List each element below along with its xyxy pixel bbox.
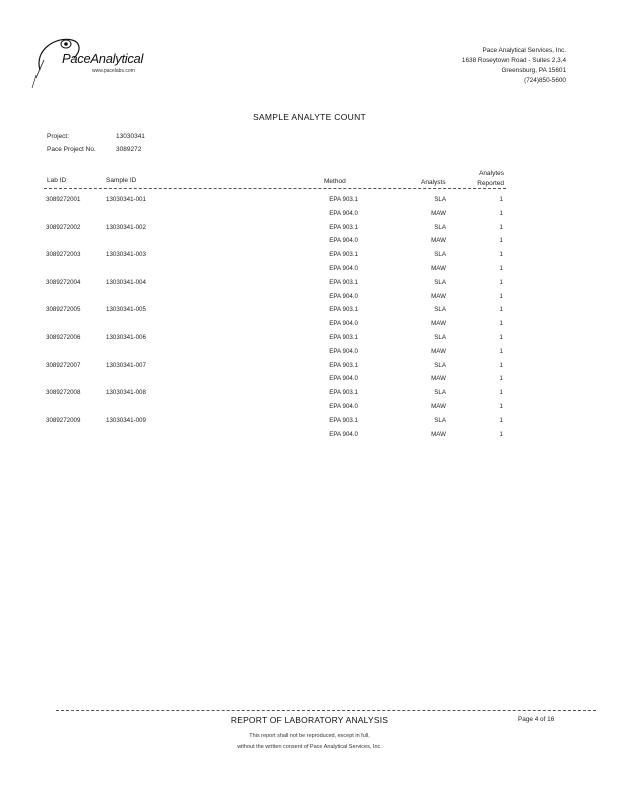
page-number: Page 4 of 16 bbox=[518, 716, 555, 723]
header-sample-id: Sample ID bbox=[106, 177, 137, 184]
method-cell: EPA 903.1 bbox=[329, 416, 358, 424]
analyst-cell: SLA bbox=[434, 389, 446, 397]
analyst-cell: SLA bbox=[434, 361, 446, 369]
header-method: Method bbox=[324, 178, 346, 185]
analyte-count-cell: 1 bbox=[499, 306, 503, 314]
method-cell: EPA 903.1 bbox=[329, 278, 358, 286]
company-phone: (724)850-5600 bbox=[524, 77, 566, 84]
footer-note-line2: without the written consent of Pace Analytical Services, Inc. bbox=[237, 744, 382, 750]
analyst-cell: SLA bbox=[434, 196, 446, 203]
method-cell: EPA 904.0 bbox=[329, 237, 358, 245]
logo-wordmark: PaceAnalytical bbox=[62, 51, 144, 66]
sample-id-cell: 13030341-006 bbox=[106, 334, 146, 341]
analyte-count-cell: 1 bbox=[499, 265, 503, 272]
analyte-count-cell: 1 bbox=[499, 347, 503, 355]
analyst-cell: MAW bbox=[431, 320, 446, 328]
lab-id-cell: 3089272005 bbox=[46, 306, 81, 314]
header-rule bbox=[44, 188, 506, 189]
analyst-cell: SLA bbox=[434, 223, 446, 231]
analyst-cell: MAW bbox=[431, 430, 446, 438]
method-cell: EPA 903.1 bbox=[329, 306, 358, 314]
method-cell: EPA 903.1 bbox=[329, 389, 358, 397]
sample-id-cell: 13030341-001 bbox=[106, 196, 146, 203]
analyst-cell: SLA bbox=[434, 306, 446, 314]
header-analysts: Analysts bbox=[421, 179, 446, 186]
method-cell: EPA 904.0 bbox=[329, 375, 358, 383]
method-cell: EPA 904.0 bbox=[329, 430, 358, 438]
company-name: Pace Analytical Services, Inc. bbox=[482, 47, 566, 54]
analyst-cell: SLA bbox=[434, 334, 446, 341]
analyte-count-cell: 1 bbox=[499, 292, 503, 300]
analyte-count-cell: 1 bbox=[499, 223, 503, 231]
lab-id-cell: 3089272006 bbox=[46, 334, 81, 341]
report-title: SAMPLE ANALYTE COUNT bbox=[252, 112, 367, 122]
project-label: Project: bbox=[47, 133, 70, 140]
analyst-cell: MAW bbox=[431, 347, 446, 355]
method-cell: EPA 904.0 bbox=[329, 320, 358, 328]
method-cell: EPA 903.1 bbox=[329, 223, 358, 231]
analyst-cell: MAW bbox=[431, 375, 446, 383]
method-cell: EPA 904.0 bbox=[329, 209, 358, 217]
sample-id-cell: 13030341-002 bbox=[106, 223, 146, 231]
company-address-line2: Greensburg, PA 15601 bbox=[501, 67, 566, 74]
lab-id-cell: 3089272004 bbox=[46, 278, 81, 286]
method-cell: EPA 904.0 bbox=[329, 347, 358, 355]
sample-id-cell: 13030341-004 bbox=[106, 278, 146, 286]
analyte-count-cell: 1 bbox=[499, 320, 503, 328]
analyte-count-cell: 1 bbox=[499, 237, 503, 245]
analyte-count-cell: 1 bbox=[499, 196, 503, 203]
analyte-count-cell: 1 bbox=[499, 416, 503, 424]
sample-id-cell: 13030341-008 bbox=[106, 389, 146, 397]
analyst-cell: MAW bbox=[431, 292, 446, 300]
sample-id-cell: 13030341-009 bbox=[106, 416, 146, 424]
company-address-line1: 1638 Roseytown Road - Suites 2,3,4 bbox=[461, 57, 566, 64]
analyst-cell: MAW bbox=[431, 237, 446, 245]
lab-id-cell: 3089272001 bbox=[46, 196, 81, 203]
analyst-cell: MAW bbox=[431, 209, 446, 217]
method-cell: EPA 903.1 bbox=[329, 361, 358, 369]
analyte-count-cell: 1 bbox=[499, 430, 503, 438]
analyst-cell: SLA bbox=[434, 416, 446, 424]
project-value: 13030341 bbox=[116, 133, 145, 140]
method-cell: EPA 903.1 bbox=[329, 334, 358, 341]
sample-id-cell: 13030341-005 bbox=[106, 306, 146, 314]
lab-id-cell: 3089272007 bbox=[46, 361, 81, 369]
pace-project-label: Pace Project No. bbox=[47, 146, 96, 153]
footer-rule bbox=[56, 710, 596, 711]
footer-title: REPORT OF LABORATORY ANALYSIS bbox=[230, 715, 389, 725]
analyte-count-cell: 1 bbox=[499, 389, 503, 397]
pace-project-value: 3089272 bbox=[116, 146, 142, 153]
analyte-count-cell: 1 bbox=[499, 209, 503, 217]
method-cell: EPA 904.0 bbox=[329, 292, 358, 300]
logo-url: www.pacelabs.com bbox=[92, 68, 135, 74]
sample-id-cell: 13030341-007 bbox=[106, 361, 146, 369]
lab-id-cell: 3089272002 bbox=[46, 223, 81, 231]
method-cell: EPA 904.0 bbox=[329, 403, 358, 410]
footer-note-line1: This report shall not be reproduced, except in full, bbox=[249, 733, 370, 739]
analyst-cell: SLA bbox=[434, 278, 446, 286]
method-cell: EPA 903.1 bbox=[329, 251, 358, 259]
analyte-count-cell: 1 bbox=[499, 334, 503, 341]
company-address-block bbox=[462, 46, 566, 86]
lab-id-cell: 3089272003 bbox=[46, 251, 81, 259]
analyst-cell: MAW bbox=[431, 403, 446, 410]
analyst-cell: SLA bbox=[434, 251, 446, 259]
analyte-count-cell: 1 bbox=[499, 403, 503, 410]
analyst-cell: MAW bbox=[431, 265, 446, 272]
analyte-count-cell: 1 bbox=[499, 361, 503, 369]
method-cell: EPA 904.0 bbox=[329, 265, 358, 272]
lab-id-cell: 3089272008 bbox=[46, 389, 81, 397]
header-lab-id: Lab ID bbox=[47, 177, 67, 184]
method-cell: EPA 903.1 bbox=[329, 196, 358, 203]
analyte-count-cell: 1 bbox=[499, 278, 503, 286]
header-analytes-reported: Analytes Reported bbox=[477, 170, 504, 187]
lab-id-cell: 3089272009 bbox=[46, 416, 81, 424]
sample-id-cell: 13030341-003 bbox=[106, 251, 146, 259]
analyte-count-cell: 1 bbox=[499, 375, 503, 383]
analyte-count-cell: 1 bbox=[499, 251, 503, 259]
